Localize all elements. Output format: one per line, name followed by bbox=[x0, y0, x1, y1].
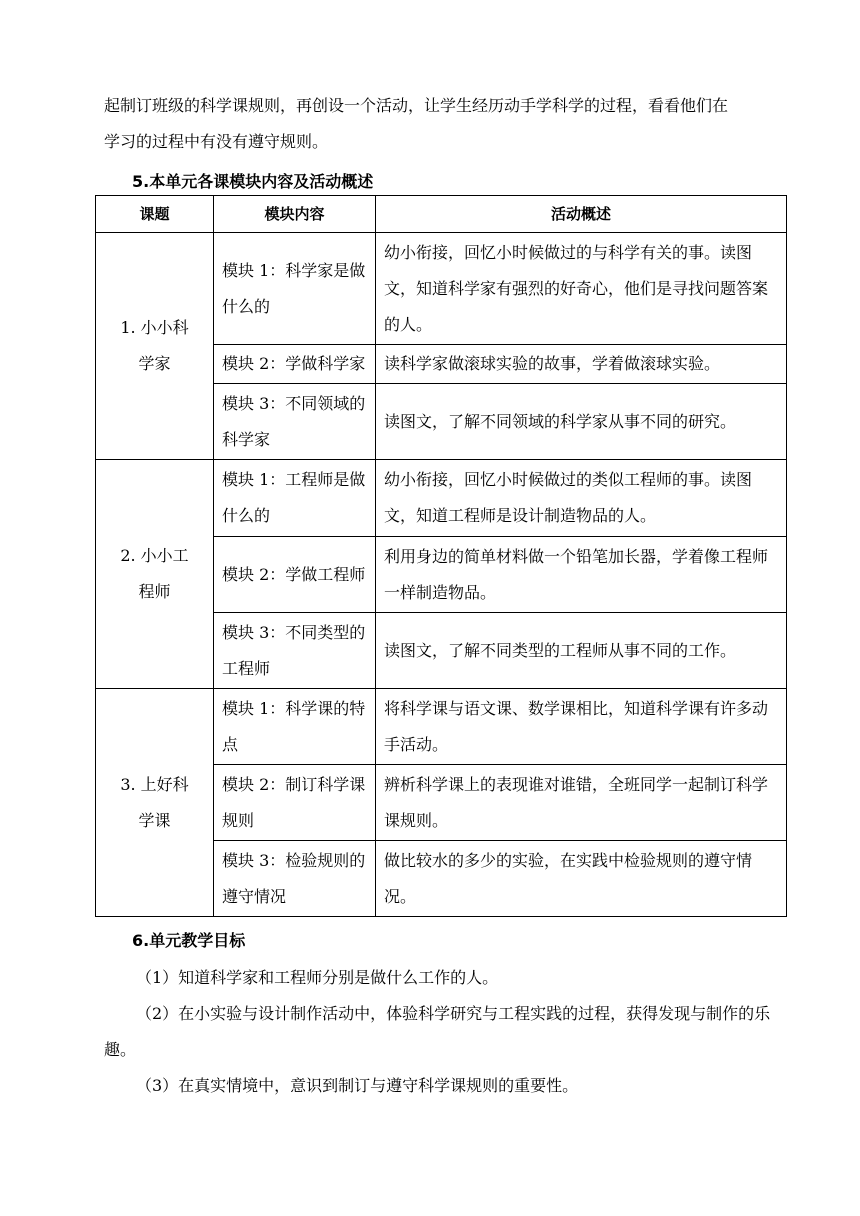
lesson-topic-cell: 1. 小小科学家 bbox=[96, 233, 214, 460]
table-row bbox=[96, 689, 787, 765]
activity-desc-cell: 利用身边的简单材料做一个铅笔加长器，学着像工程师一样制造物品。 bbox=[376, 537, 787, 613]
goal-item-2: （2）在小实验与设计制作活动中，体验科学研究与工程实践的过程，获得发现与制作的乐趣。 bbox=[104, 1004, 771, 1059]
activity-desc-cell: 做比较水的多少的实验，在实践中检验规则的遵守情况。 bbox=[376, 841, 787, 917]
activity-desc-cell: 幼小衔接，回忆小时候做过的与科学有关的事。读图文，知道科学家有强烈的好奇心，他们是寻找问题答案的人。 bbox=[376, 233, 787, 345]
activity-desc-cell: 读图文，了解不同类型的工程师从事不同的工作。 bbox=[376, 613, 787, 689]
goal-item-1: （1）知道科学家和工程师分别是做什么工作的人。 bbox=[136, 968, 499, 987]
module-name-cell: 模块 1：科学家是做什么的 bbox=[214, 233, 376, 345]
table-header-row bbox=[96, 196, 787, 233]
section-6-heading: 6.单元教学目标 bbox=[132, 931, 246, 950]
lesson-topic-cell: 2. 小小工程师 bbox=[96, 460, 214, 689]
column-header-topic: 课题 bbox=[96, 196, 214, 233]
module-name-cell: 模块 2：制订科学课规则 bbox=[214, 765, 376, 841]
activity-desc-cell: 读图文，了解不同领域的科学家从事不同的研究。 bbox=[376, 384, 787, 460]
module-table bbox=[95, 195, 787, 917]
section-5-heading: 5.本单元各课模块内容及活动概述 bbox=[132, 172, 374, 191]
activity-desc-cell: 读科学家做滚球实验的故事，学着做滚球实验。 bbox=[376, 345, 787, 384]
table-row bbox=[96, 233, 787, 345]
module-name-cell: 模块 3：检验规则的遵守情况 bbox=[214, 841, 376, 917]
activity-desc-cell: 将科学课与语文课、数学课相比，知道科学课有许多动手活动。 bbox=[376, 689, 787, 765]
module-name-cell: 模块 3：不同类型的工程师 bbox=[214, 613, 376, 689]
module-name-cell: 模块 3：不同领域的科学家 bbox=[214, 384, 376, 460]
goal-item-3: （3）在真实情境中，意识到制订与遵守科学课规则的重要性。 bbox=[136, 1076, 579, 1095]
module-name-cell: 模块 1：科学课的特点 bbox=[214, 689, 376, 765]
lesson-topic-cell: 3. 上好科学课 bbox=[96, 689, 214, 917]
activity-desc-cell: 辨析科学课上的表现谁对谁错，全班同学一起制订科学课规则。 bbox=[376, 765, 787, 841]
column-header-module: 模块内容 bbox=[214, 196, 376, 233]
module-name-cell: 模块 2：学做工程师 bbox=[214, 537, 376, 613]
intro-paragraph-line-2: 学习的过程中有没有遵守规则。 bbox=[104, 132, 329, 151]
intro-paragraph-line-1: 起制订班级的科学课规则，再创设一个活动，让学生经历动手学科学的过程，看看他们在 bbox=[104, 96, 729, 115]
module-name-cell: 模块 2：学做科学家 bbox=[214, 345, 376, 384]
column-header-activity: 活动概述 bbox=[376, 196, 787, 233]
module-name-cell: 模块 1：工程师是做什么的 bbox=[214, 460, 376, 537]
activity-desc-cell: 幼小衔接，回忆小时候做过的类似工程师的事。读图文，知道工程师是设计制造物品的人。 bbox=[376, 460, 787, 537]
table-row bbox=[96, 460, 787, 537]
